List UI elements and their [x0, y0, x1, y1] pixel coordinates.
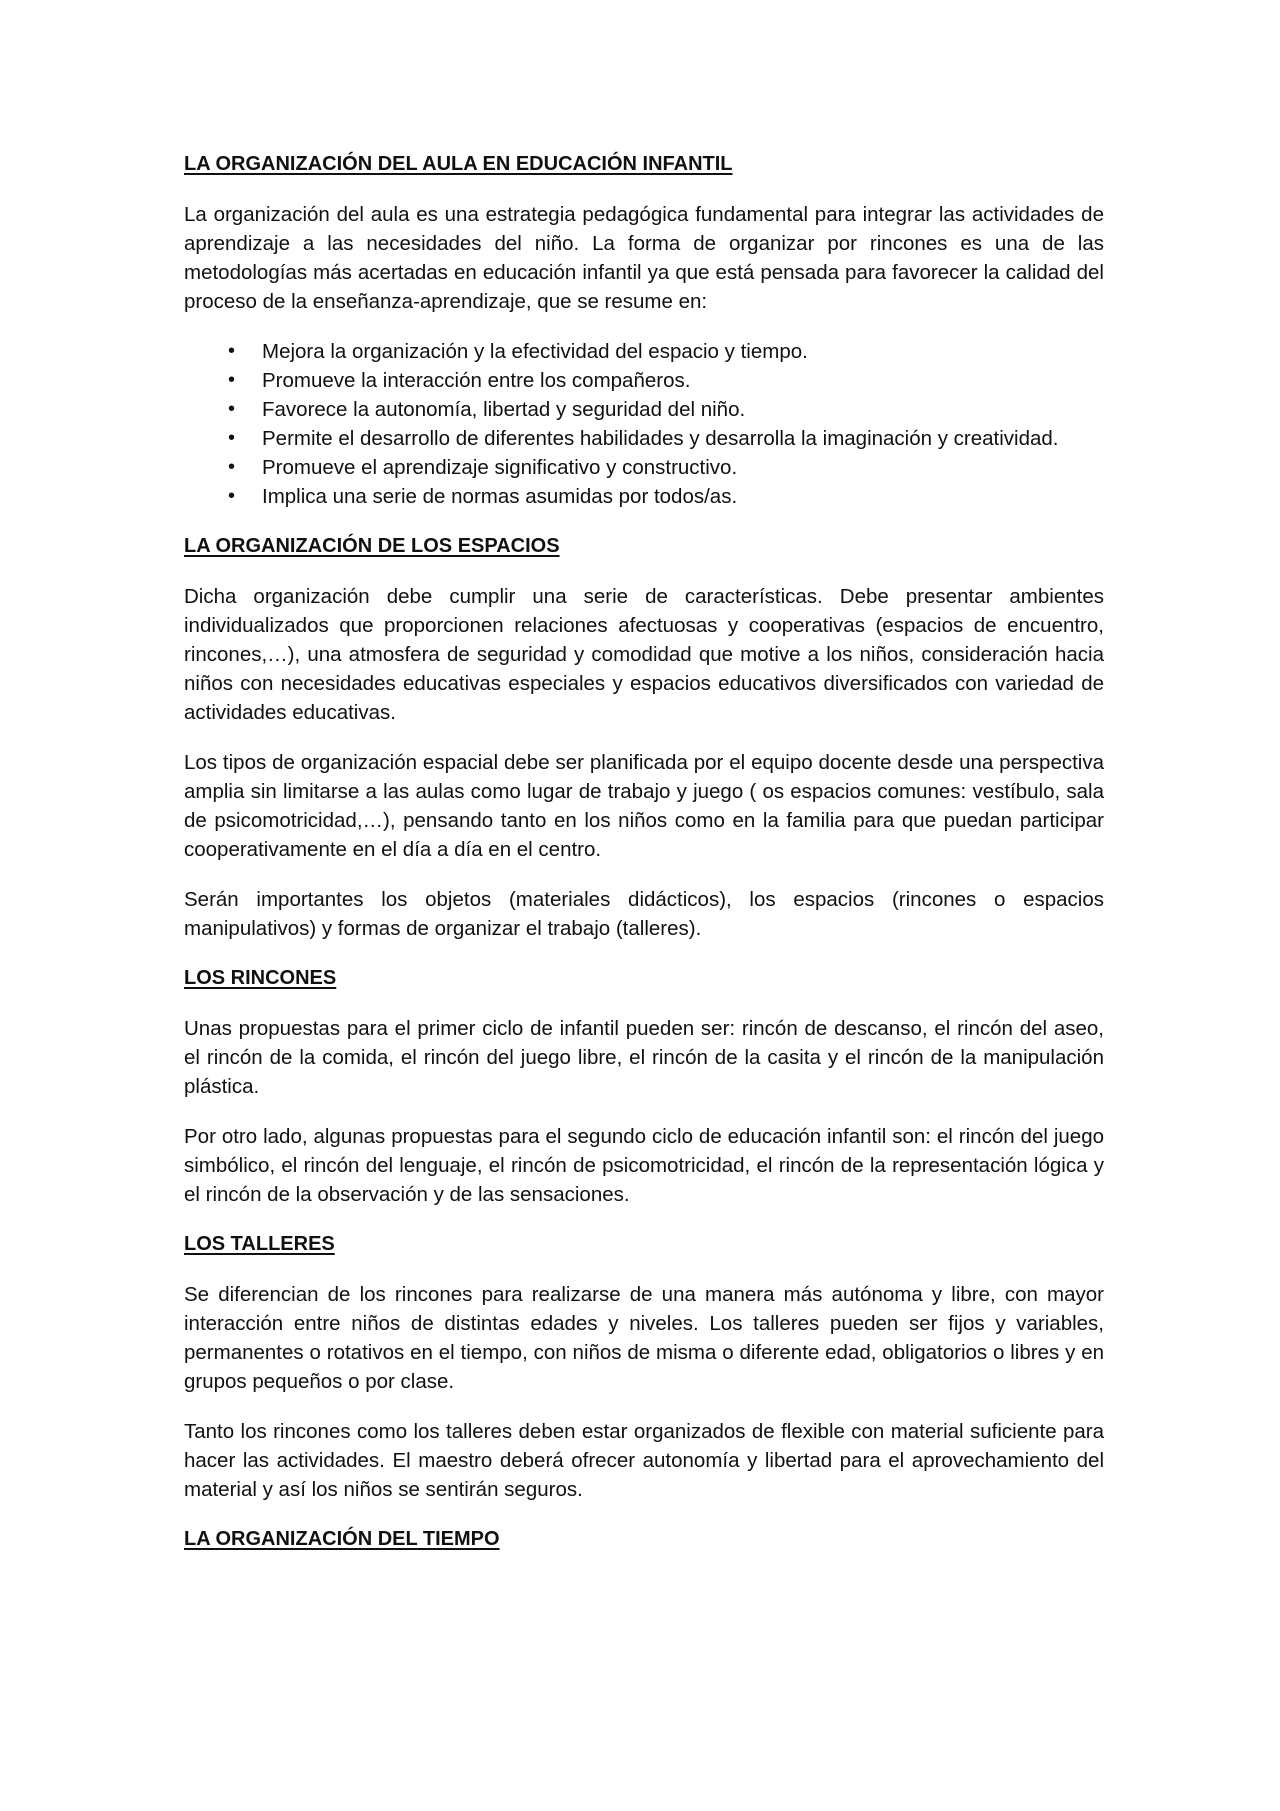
list-item: • Favorece la autonomía, libertad y seguridad del niño.	[184, 395, 1104, 424]
espacios-paragraph-1: Dicha organización debe cumplir una serie de características. Debe presentar ambientes individualizados que proporcionen relaciones afectuosas y cooperativas (espacios de encuentro, rincones,…), una atmosfera de seguridad y comodidad que motive a los niños, consideración hacia niños con necesidades educativas especiales y espacios educativos diversificados con variedad de actividades educativas.	[184, 585, 1104, 724]
bullet-icon: •	[228, 485, 236, 507]
bullet-icon: •	[228, 398, 236, 420]
section-heading-espacios: LA ORGANIZACIÓN DE LOS ESPACIOS	[184, 535, 560, 557]
list-item: • Promueve la interacción entre los compañeros.	[184, 366, 1104, 395]
bullet-icon: •	[228, 456, 236, 478]
list-item: • Mejora la organización y la efectividad del espacio y tiempo.	[184, 337, 1104, 366]
bullet-icon: •	[228, 427, 236, 449]
benefits-list	[184, 337, 1104, 511]
bullet-icon: •	[228, 369, 236, 391]
rincones-paragraph-1: Unas propuestas para el primer ciclo de infantil pueden ser: rincón de descanso, el rincón del aseo, el rincón de la comida, el rincón del juego libre, el rincón de la casita y el rincón de la manipulación plástica.	[184, 1017, 1104, 1098]
section-heading-rincones: LOS RINCONES	[184, 967, 337, 989]
document-page	[184, 150, 1104, 1575]
list-item: • Implica una serie de normas asumidas por todos/as.	[184, 482, 1104, 511]
intro-paragraph: La organización del aula es una estrategia pedagógica fundamental para integrar las actividades de aprendizaje a las necesidades del niño. La forma de organizar por rincones es una de las metodologías más acertadas en educación infantil ya que está pensada para favorecer la calidad del proceso de la enseñanza-aprendizaje, que se resume en:	[184, 203, 1104, 313]
espacios-paragraph-3: Serán importantes los objetos (materiales didácticos), los espacios (rincones o espacios manipulativos) y formas de organizar el trabajo (talleres).	[184, 888, 1104, 940]
section-heading-tiempo: LA ORGANIZACIÓN DEL TIEMPO	[184, 1528, 500, 1550]
section-heading-talleres: LOS TALLERES	[184, 1233, 335, 1255]
espacios-paragraph-2: Los tipos de organización espacial debe ser planificada por el equipo docente desde una perspectiva amplia sin limitarse a las aulas como lugar de trabajo y juego ( os espacios comunes: vestíbulo, sala de psicomotricidad,…), pensando tanto en los niños como en la familia para que puedan participar cooperativamente en el día a día en el centro.	[184, 751, 1104, 861]
list-item: • Permite el desarrollo de diferentes habilidades y desarrolla la imaginación y creatividad.	[184, 424, 1104, 453]
rincones-paragraph-2: Por otro lado, algunas propuestas para el segundo ciclo de educación infantil son: el rincón del juego simbólico, el rincón del lenguaje, el rincón de psicomotricidad, el rincón de la representación lógica y el rincón de la observación y de las sensaciones.	[184, 1125, 1104, 1206]
bullet-icon: •	[228, 340, 236, 362]
list-item: • Promueve el aprendizaje significativo y constructivo.	[184, 453, 1104, 482]
talleres-paragraph-1: Se diferencian de los rincones para realizarse de una manera más autónoma y libre, con mayor interacción entre niños de distintas edades y niveles. Los talleres pueden ser fijos y variables, permanentes o rotativos en el tiempo, con niños de misma o diferente edad, obligatorios o libres y en grupos pequeños o por clase.	[184, 1283, 1104, 1393]
section-heading-aula: LA ORGANIZACIÓN DEL AULA EN EDUCACIÓN INFANTIL	[184, 153, 733, 175]
talleres-paragraph-2: Tanto los rincones como los talleres deben estar organizados de flexible con material suficiente para hacer las actividades. El maestro deberá ofrecer autonomía y libertad para el aprovechamiento del material y así los niños se sentirán seguros.	[184, 1420, 1104, 1501]
